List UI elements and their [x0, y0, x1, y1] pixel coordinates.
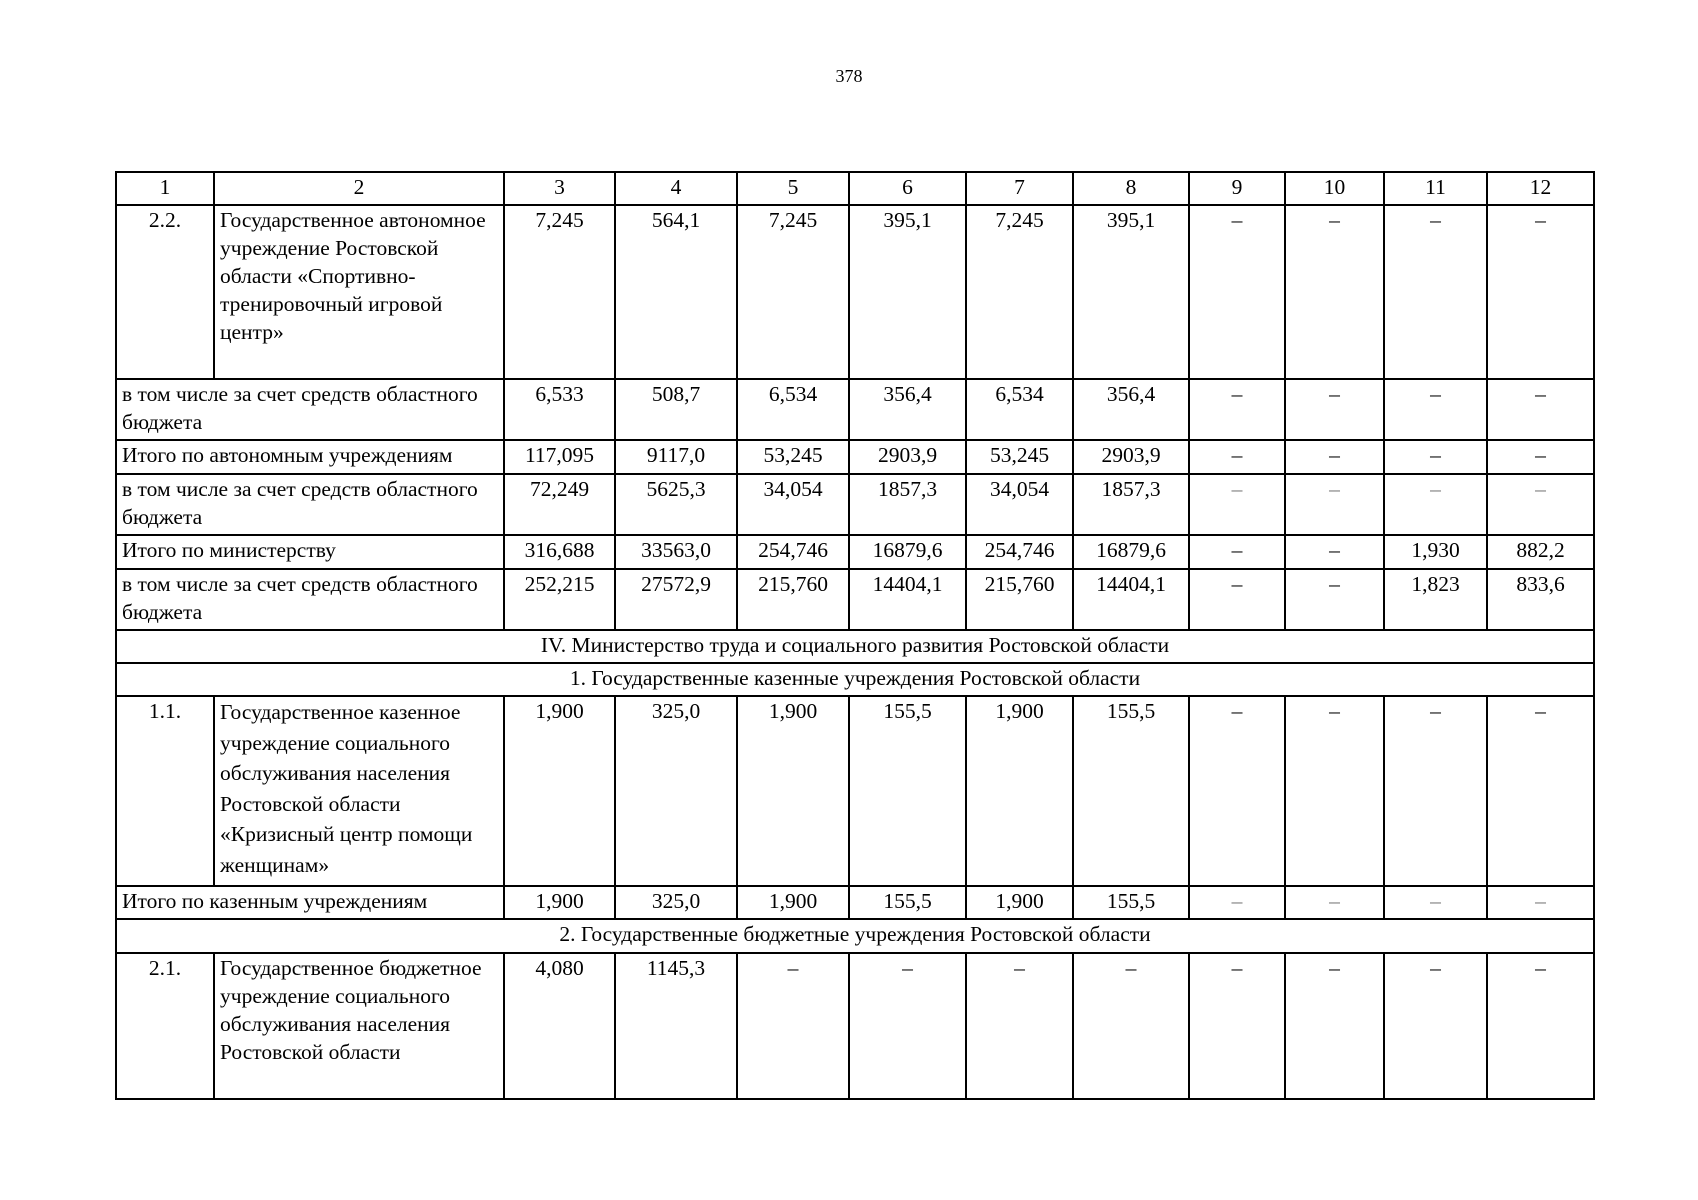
value-cell: 215,760 — [966, 569, 1073, 630]
value-cell: – — [1384, 474, 1487, 535]
header-cell: 12 — [1487, 172, 1594, 205]
value-cell: 1145,3 — [615, 953, 737, 1099]
table-row — [116, 440, 1594, 474]
value-cell: – — [1189, 569, 1285, 630]
value-cell: 215,760 — [737, 569, 849, 630]
value-cell: – — [1073, 953, 1189, 1099]
value-cell: – — [1189, 886, 1285, 919]
value-cell: 1,900 — [504, 696, 615, 886]
value-cell: – — [1189, 440, 1285, 474]
row-index: 1.1. — [116, 696, 214, 886]
value-cell: 4,080 — [504, 953, 615, 1099]
value-cell: 27572,9 — [615, 569, 737, 630]
value-cell: 34,054 — [737, 474, 849, 535]
value-cell: 117,095 — [504, 440, 615, 474]
value-cell: – — [1189, 696, 1285, 886]
value-cell: 395,1 — [1073, 205, 1189, 379]
value-cell: 508,7 — [615, 379, 737, 440]
value-cell: – — [1285, 953, 1384, 1099]
table-row — [116, 535, 1594, 569]
subsection-heading: 1. Государственные казенные учреждения Ростовской области — [116, 663, 1594, 696]
header-cell: 6 — [849, 172, 966, 205]
section-heading: IV. Министерство труда и социального развития Ростовской области — [116, 630, 1594, 663]
value-cell: – — [1285, 379, 1384, 440]
header-cell: 7 — [966, 172, 1073, 205]
header-cell: 1 — [116, 172, 214, 205]
section-row — [116, 919, 1594, 953]
institution-name: Государственное автономное учреждение Ростовской области «Спортивно-тренировочный игровой центр» — [214, 205, 504, 379]
value-cell: 1,900 — [504, 886, 615, 919]
value-cell: 395,1 — [849, 205, 966, 379]
value-cell: – — [1384, 205, 1487, 379]
value-cell: 833,6 — [1487, 569, 1594, 630]
value-cell: 53,245 — [966, 440, 1073, 474]
value-cell: 1,823 — [1384, 569, 1487, 630]
row-label: в том числе за счет средств областного бюджета — [116, 474, 504, 535]
value-cell: 316,688 — [504, 535, 615, 569]
value-cell: 1,900 — [966, 886, 1073, 919]
table-row — [116, 696, 1594, 886]
institution-name: Государственное бюджетное учреждение социального обслуживания населения Ростовской области — [214, 953, 504, 1099]
row-index: 2.1. — [116, 953, 214, 1099]
page-number: 378 — [835, 66, 863, 86]
value-cell: – — [1384, 440, 1487, 474]
value-cell: – — [1285, 535, 1384, 569]
value-cell: 155,5 — [1073, 886, 1189, 919]
value-cell: 356,4 — [1073, 379, 1189, 440]
header-cell: 10 — [1285, 172, 1384, 205]
header-cell: 8 — [1073, 172, 1189, 205]
value-cell: 53,245 — [737, 440, 849, 474]
value-cell: 14404,1 — [1073, 569, 1189, 630]
value-cell: – — [1189, 205, 1285, 379]
value-cell: 1857,3 — [849, 474, 966, 535]
value-cell: 6,533 — [504, 379, 615, 440]
institution-name: Государственное казенное учреждение социального обслуживания населения Ростовской области «Кризисный центр помощи женщинам» — [214, 696, 504, 886]
value-cell: 7,245 — [737, 205, 849, 379]
value-cell: – — [1189, 379, 1285, 440]
value-cell: – — [1487, 696, 1594, 886]
table-row — [116, 953, 1594, 1099]
value-cell: – — [1189, 474, 1285, 535]
header-cell: 2 — [214, 172, 504, 205]
value-cell: 882,2 — [1487, 535, 1594, 569]
value-cell: – — [1487, 886, 1594, 919]
value-cell: 252,215 — [504, 569, 615, 630]
value-cell: – — [1285, 474, 1384, 535]
value-cell: 1857,3 — [1073, 474, 1189, 535]
value-cell: 6,534 — [737, 379, 849, 440]
value-cell: 155,5 — [1073, 696, 1189, 886]
row-label: Итого по автономным учреждениям — [116, 440, 504, 474]
header-cell: 9 — [1189, 172, 1285, 205]
header-cell: 11 — [1384, 172, 1487, 205]
value-cell: 1,900 — [966, 696, 1073, 886]
header-cell: 3 — [504, 172, 615, 205]
row-label: в том числе за счет средств областного бюджета — [116, 379, 504, 440]
value-cell: – — [1285, 205, 1384, 379]
section-row — [116, 663, 1594, 696]
header-cell: 4 — [615, 172, 737, 205]
value-cell: – — [1487, 474, 1594, 535]
value-cell: 564,1 — [615, 205, 737, 379]
table-row — [116, 569, 1594, 630]
value-cell: 254,746 — [966, 535, 1073, 569]
value-cell: – — [1487, 440, 1594, 474]
value-cell: 5625,3 — [615, 474, 737, 535]
value-cell: 356,4 — [849, 379, 966, 440]
value-cell: – — [1189, 535, 1285, 569]
value-cell: 1,900 — [737, 696, 849, 886]
header-cell: 5 — [737, 172, 849, 205]
row-label: в том числе за счет средств областного бюджета — [116, 569, 504, 630]
row-label: Итого по казенным учреждениям — [116, 886, 504, 919]
value-cell: – — [966, 953, 1073, 1099]
table-row — [116, 886, 1594, 919]
value-cell: – — [1285, 440, 1384, 474]
row-index: 2.2. — [116, 205, 214, 379]
value-cell: – — [1487, 379, 1594, 440]
value-cell: – — [737, 953, 849, 1099]
value-cell: 325,0 — [615, 696, 737, 886]
value-cell: 34,054 — [966, 474, 1073, 535]
table-row — [116, 205, 1594, 379]
value-cell: 155,5 — [849, 696, 966, 886]
row-label: Итого по министерству — [116, 535, 504, 569]
header-row — [116, 172, 1594, 205]
value-cell: 2903,9 — [849, 440, 966, 474]
value-cell: – — [1384, 696, 1487, 886]
value-cell: 1,930 — [1384, 535, 1487, 569]
value-cell: 254,746 — [737, 535, 849, 569]
value-cell: – — [1384, 886, 1487, 919]
section-row — [116, 630, 1594, 663]
data-table — [115, 171, 1595, 1100]
value-cell: 14404,1 — [849, 569, 966, 630]
value-cell: 6,534 — [966, 379, 1073, 440]
value-cell: 16879,6 — [849, 535, 966, 569]
value-cell: 155,5 — [849, 886, 966, 919]
table-row — [116, 474, 1594, 535]
value-cell: 9117,0 — [615, 440, 737, 474]
value-cell: 325,0 — [615, 886, 737, 919]
value-cell: – — [849, 953, 966, 1099]
value-cell: 33563,0 — [615, 535, 737, 569]
value-cell: – — [1285, 569, 1384, 630]
value-cell: 2903,9 — [1073, 440, 1189, 474]
value-cell: – — [1487, 953, 1594, 1099]
value-cell: – — [1384, 953, 1487, 1099]
value-cell: – — [1384, 379, 1487, 440]
value-cell: 7,245 — [966, 205, 1073, 379]
value-cell: 1,900 — [737, 886, 849, 919]
value-cell: – — [1285, 696, 1384, 886]
table-row — [116, 379, 1594, 440]
value-cell: 7,245 — [504, 205, 615, 379]
subsection-heading: 2. Государственные бюджетные учреждения Ростовской области — [116, 919, 1594, 953]
value-cell: 72,249 — [504, 474, 615, 535]
value-cell: – — [1189, 953, 1285, 1099]
value-cell: – — [1487, 205, 1594, 379]
value-cell: 16879,6 — [1073, 535, 1189, 569]
value-cell: – — [1285, 886, 1384, 919]
